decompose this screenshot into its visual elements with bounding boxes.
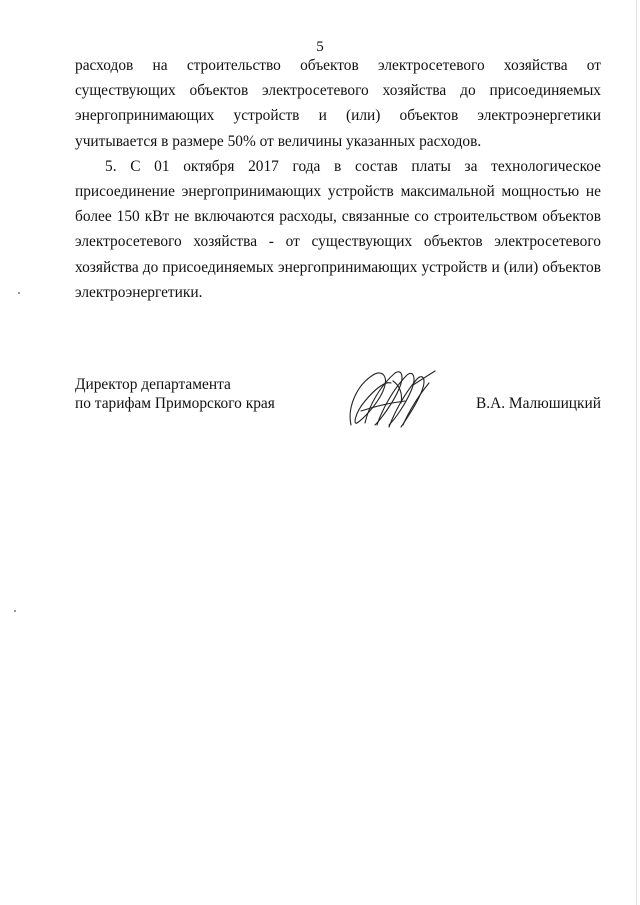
clause-5-paragraph: 5. С 01 октября 2017 года в состав платы за технологическое присоединение энергопринимающих устройств максимальной мощностью не более 150 кВт не включаются расходы, связанные со строительством объектов электросетевого хозяйства - от существующих объектов электросетевого хозяйства до присоединяемых энергопринимающих устройств и (или) объектов электроэнергетики. bbox=[75, 157, 601, 301]
signatory-title bbox=[75, 375, 275, 413]
scan-edge-line bbox=[636, 0, 637, 905]
signatory-title-line-1: Директор департамента bbox=[75, 376, 231, 393]
handwritten-signature bbox=[343, 367, 443, 429]
signatory-name: В.А. Малюшицкий bbox=[475, 395, 601, 412]
signature-block bbox=[75, 372, 601, 432]
page-number: 5 bbox=[316, 39, 324, 55]
document-body bbox=[75, 53, 601, 305]
scan-speck bbox=[14, 610, 16, 612]
signatory-title-line-2: по тарифам Приморского края bbox=[75, 395, 275, 412]
continuation-paragraph: расходов на строительство объектов электросетевого хозяйства от существующих объектов электросетевого хозяйства до присоединяемых энергопринимающих устройств и (или) объектов электроэнергетики учитывается в размере 50% от величины указанных расходов. bbox=[75, 57, 601, 150]
scan-speck bbox=[18, 292, 20, 294]
